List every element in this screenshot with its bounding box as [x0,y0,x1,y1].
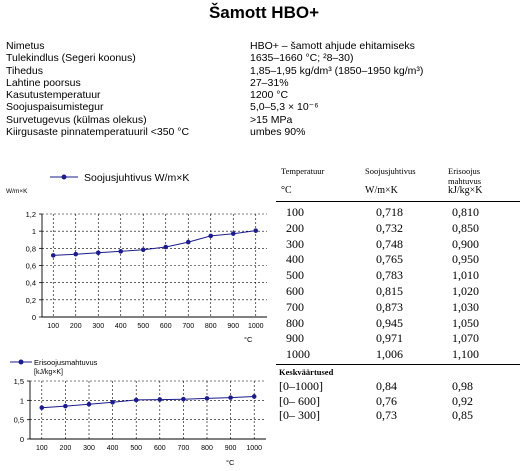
table-cell: 700 [286,299,304,314]
data-point [118,249,123,254]
table-cell: 100 [286,205,304,219]
table-cell: 0,783 [376,268,403,283]
property-label: Tulekindlus (Segeri koonus) [6,52,136,65]
data-point [252,394,257,399]
x-tick-label: 500 [130,445,143,452]
y-tick-label: 0,2 [25,295,36,305]
data-point [141,247,146,252]
table-cell: 200 [286,220,304,235]
property-row [6,126,516,138]
series-line [53,231,256,256]
data-point [208,234,213,239]
x-tick-label: 600 [153,445,166,452]
property-label: Soojuspaisumistegur [6,101,104,114]
x-tick-label: 400 [114,323,127,330]
table-cell: 0,748 [376,236,403,251]
table-header-temperature: Temperatuur °C [281,166,325,196]
chart-grid [42,214,267,317]
thermal-conductivity-chart [0,165,272,355]
x-tick-label: 700 [182,323,195,330]
x-tick-label: 100 [47,323,60,330]
x-axis-unit: °C [226,458,235,467]
average-cell: 0,98 [452,379,473,393]
property-value: umbes 90% [250,126,306,139]
properties-list [6,40,516,138]
property-label: Lahtine poorsus [6,76,81,89]
table-cell: 0,718 [376,205,403,219]
table-divider [276,364,520,365]
data-point [158,397,163,402]
property-row [6,101,516,113]
legend-label: Erisoojusmahtuvus [34,358,98,367]
x-tick-label: 900 [224,445,237,452]
property-label: Kiirgusaste pinnatemperatuuril <350 °C [6,126,190,139]
table-cell: 600 [286,284,304,298]
y-tick-label: 1,2 [25,210,36,219]
x-tick-label: 500 [137,323,150,330]
average-cell: [0–1000] [279,379,323,393]
table-cell: 0,971 [376,331,403,346]
x-tick-label: 600 [159,323,172,330]
data-point [186,240,191,245]
average-cell: 0,76 [376,393,397,408]
legend-marker [19,360,24,365]
table-cell: 1,010 [452,268,479,283]
y-tick-label: 0,8 [25,244,36,254]
table-cell: 1,030 [452,299,479,314]
table-divider [276,201,520,202]
property-label: Kasutustemperatuur [6,89,101,102]
average-cell: 0,84 [376,379,397,393]
property-label: Tihedus [6,64,43,77]
series-line [42,397,254,408]
table-cell: 0,950 [452,252,479,267]
x-tick-label: 800 [201,445,213,452]
y-tick-label: 1 [31,227,36,237]
property-row [6,89,516,101]
y-tick-label: 1 [19,396,24,406]
table-cell: 0,900 [452,236,479,251]
data-point [181,397,186,402]
y-axis-unit: [kJ/kg×K] [34,369,63,376]
data-point [73,252,78,257]
data-point [228,395,233,400]
averages-label: Keskväärtused [279,367,334,377]
table-cell: 0,873 [376,299,403,314]
property-row [6,40,516,52]
property-label: Survetugevus (külmas olekus) [6,113,147,126]
average-cell: 0,85 [452,408,473,422]
data-point [63,404,68,409]
x-tick-label: 700 [177,445,190,452]
property-row [6,114,516,126]
property-value: HBO+ – šamott ahjude ehitamiseks [250,40,415,52]
average-cell: [0– 300] [279,408,320,422]
property-value: 1200 °C [250,89,289,102]
x-tick-label: 1000 [247,323,264,330]
data-point [51,253,56,258]
specific-heat-chart [0,355,272,471]
table-cell: 1,050 [452,315,479,330]
property-value: 1635–1660 °C; ²8–30) [250,52,354,65]
x-tick-label: 200 [69,323,82,330]
table-cell: 500 [286,268,304,283]
chart-grid [30,381,266,439]
table-cell: 1,020 [452,284,479,298]
table-cell: 0,850 [452,220,479,235]
data-point [205,396,210,401]
x-tick-label: 100 [35,445,48,452]
x-tick-label: 300 [92,323,105,330]
x-tick-label: 900 [227,323,240,330]
x-tick-label: 400 [106,445,119,452]
x-tick-label: 1000 [246,445,262,452]
y-axis-unit: W/m×K [6,188,28,195]
table-cell: 1,006 [376,347,403,362]
table-cell: 800 [286,315,304,330]
table-cell: 0,765 [376,252,403,267]
table-cell: 1,070 [452,331,479,346]
average-cell: 0,92 [452,393,473,408]
x-tick-label: 200 [59,445,72,452]
average-cell: [0– 600] [279,393,320,408]
table-cell: 1000 [286,347,310,362]
y-tick-label: 1,5 [13,377,24,386]
data-point [163,245,168,250]
x-tick-label: 300 [83,445,95,452]
data-point [253,228,258,233]
legend-label: Soojusjuhtivus W/m×K [84,172,190,184]
property-label: Nimetus [6,40,45,52]
y-tick-label: 0,5 [13,415,24,425]
property-row [6,65,516,77]
y-tick-label: 0 [31,313,36,322]
table-header-specific-heat: Erisoojus mahtuvus kJ/kg×K [448,166,483,196]
data-point [96,250,101,255]
table-cell: 900 [286,331,304,346]
table-cell: 1,100 [452,347,479,362]
table-cell: 0,810 [452,205,479,219]
property-value: 5,0–5,3 × 10⁻⁶ [250,101,319,114]
y-tick-label: 0 [19,435,24,444]
average-cell: 0,73 [376,408,397,422]
y-tick-label: 0,6 [25,261,36,271]
table-cell: 300 [286,236,304,251]
data-point [40,405,45,410]
x-axis-unit: °C [244,335,253,344]
property-value: 1,85–1,95 kg/dm³ (1850–1950 kg/m³) [250,64,424,77]
table-cell: 0,732 [376,220,403,235]
table-cell: 0,945 [376,315,403,330]
table-cell: 0,815 [376,284,403,298]
x-tick-label: 800 [204,323,217,330]
data-point [134,398,139,403]
property-value: >15 MPa [250,113,293,126]
property-row [6,77,516,89]
data-point [231,231,236,236]
property-value: 27–31% [250,76,289,89]
data-point [110,400,115,405]
y-tick-label: 0,4 [25,278,36,288]
table-header-conductivity: Soojusjuhtivus W/m×K [365,166,416,196]
data-point [87,402,92,407]
page-title: Šamott HBO+ [208,3,320,22]
legend-marker [62,175,67,180]
property-row [6,52,516,64]
table-cell: 400 [286,252,304,267]
